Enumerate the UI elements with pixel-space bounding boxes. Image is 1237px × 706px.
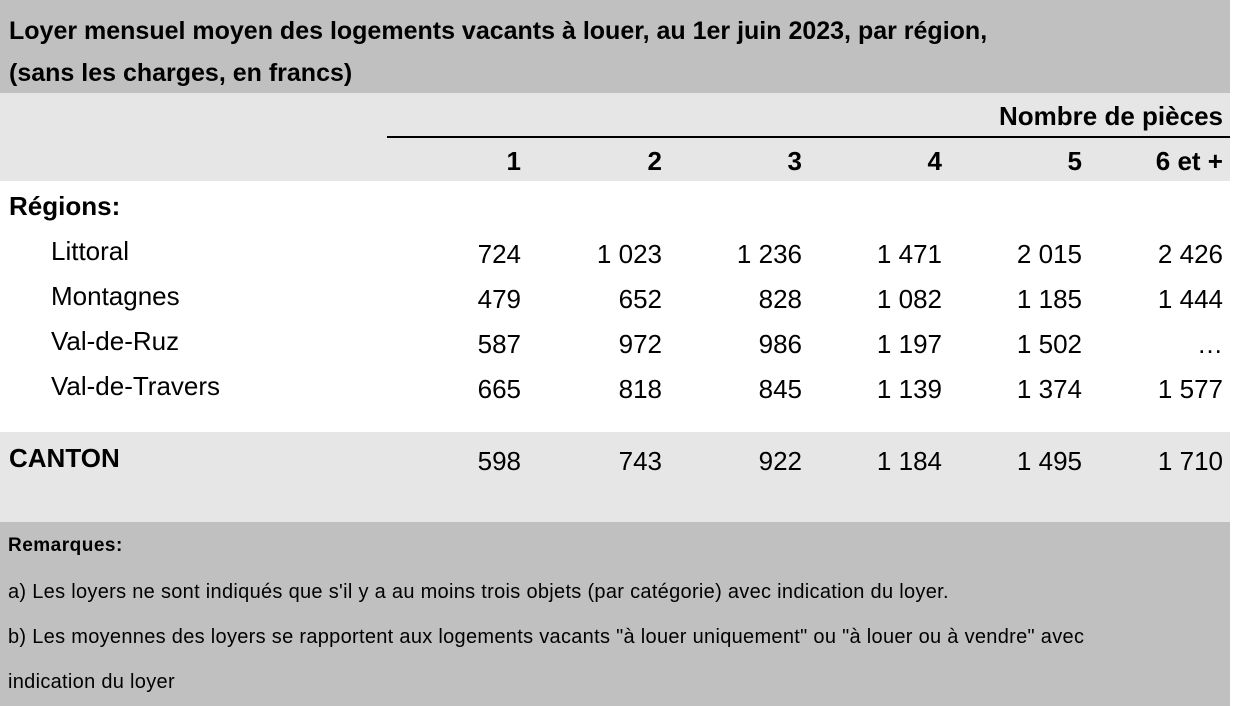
table-cell: 972	[618, 329, 662, 359]
row-label: Val-de-Ruz	[51, 326, 180, 356]
title-line-1: Loyer mensuel moyen des logements vacants à louer, au 1er juin 2023, par région,	[9, 17, 988, 45]
table-cell: 1 495	[1016, 446, 1082, 476]
table-cell: 724	[477, 239, 521, 269]
column-header-6: 6 et +	[1155, 146, 1223, 176]
table-cell: 1 197	[876, 329, 942, 359]
column-group-label: Nombre de pièces	[999, 101, 1223, 131]
column-header-3: 3	[787, 146, 802, 176]
table-cell: …	[1197, 329, 1223, 359]
note-b-line-2: indication du loyer	[8, 671, 175, 693]
table-cell: 665	[477, 374, 521, 404]
column-header-1: 1	[506, 146, 521, 176]
column-header-5: 5	[1067, 146, 1082, 176]
table-cell: 1 710	[1157, 446, 1223, 476]
table-cell: 1 185	[1016, 284, 1082, 314]
column-header-2: 2	[647, 146, 662, 176]
column-header-4: 4	[927, 146, 942, 176]
table-cell: 652	[618, 284, 662, 314]
note-b-line-1: b) Les moyennes des loyers se rapportent aux logements vacants "à louer uniquement" ou "à louer ou à vendre" avec	[8, 626, 1085, 648]
note-a: a) Les loyers ne sont indiqués que s'il y a au moins trois objets (par catégorie) avec indication du loyer.	[8, 581, 949, 603]
table-title	[9, 10, 1224, 94]
row-label: Littoral	[51, 236, 130, 266]
table-cell: 1 502	[1016, 329, 1082, 359]
table-cell: 2 426	[1157, 239, 1223, 269]
table-cell: 1 236	[736, 239, 802, 269]
notes-title: Remarques:	[8, 535, 123, 556]
table-cell: 1 023	[596, 239, 662, 269]
table-cell: 479	[477, 284, 521, 314]
table-cell: 1 139	[876, 374, 942, 404]
table-cell: 1 471	[876, 239, 942, 269]
table-cell: 986	[758, 329, 802, 359]
table-cell: 1 444	[1157, 284, 1223, 314]
table-cell: 1 577	[1157, 374, 1223, 404]
table-cell: 743	[618, 446, 662, 476]
canton-label: CANTON	[9, 443, 120, 473]
header-rule	[387, 136, 1230, 138]
row-label: Val-de-Travers	[51, 371, 221, 401]
table-cell: 828	[758, 284, 802, 314]
table-cell: 818	[618, 374, 662, 404]
row-label: Montagnes	[51, 281, 180, 311]
table-cell: 2 015	[1016, 239, 1082, 269]
regions-band	[0, 181, 1230, 227]
title-line-2: (sans les charges, en francs)	[9, 59, 353, 87]
table-cell: 587	[477, 329, 521, 359]
table-cell: 922	[758, 446, 802, 476]
table-cell: 1 082	[876, 284, 942, 314]
table-cell: 845	[758, 374, 802, 404]
table-cell: 1 374	[1016, 374, 1082, 404]
regions-label: Régions:	[9, 191, 121, 221]
table-cell: 1 184	[876, 446, 942, 476]
table-cell: 598	[477, 446, 521, 476]
